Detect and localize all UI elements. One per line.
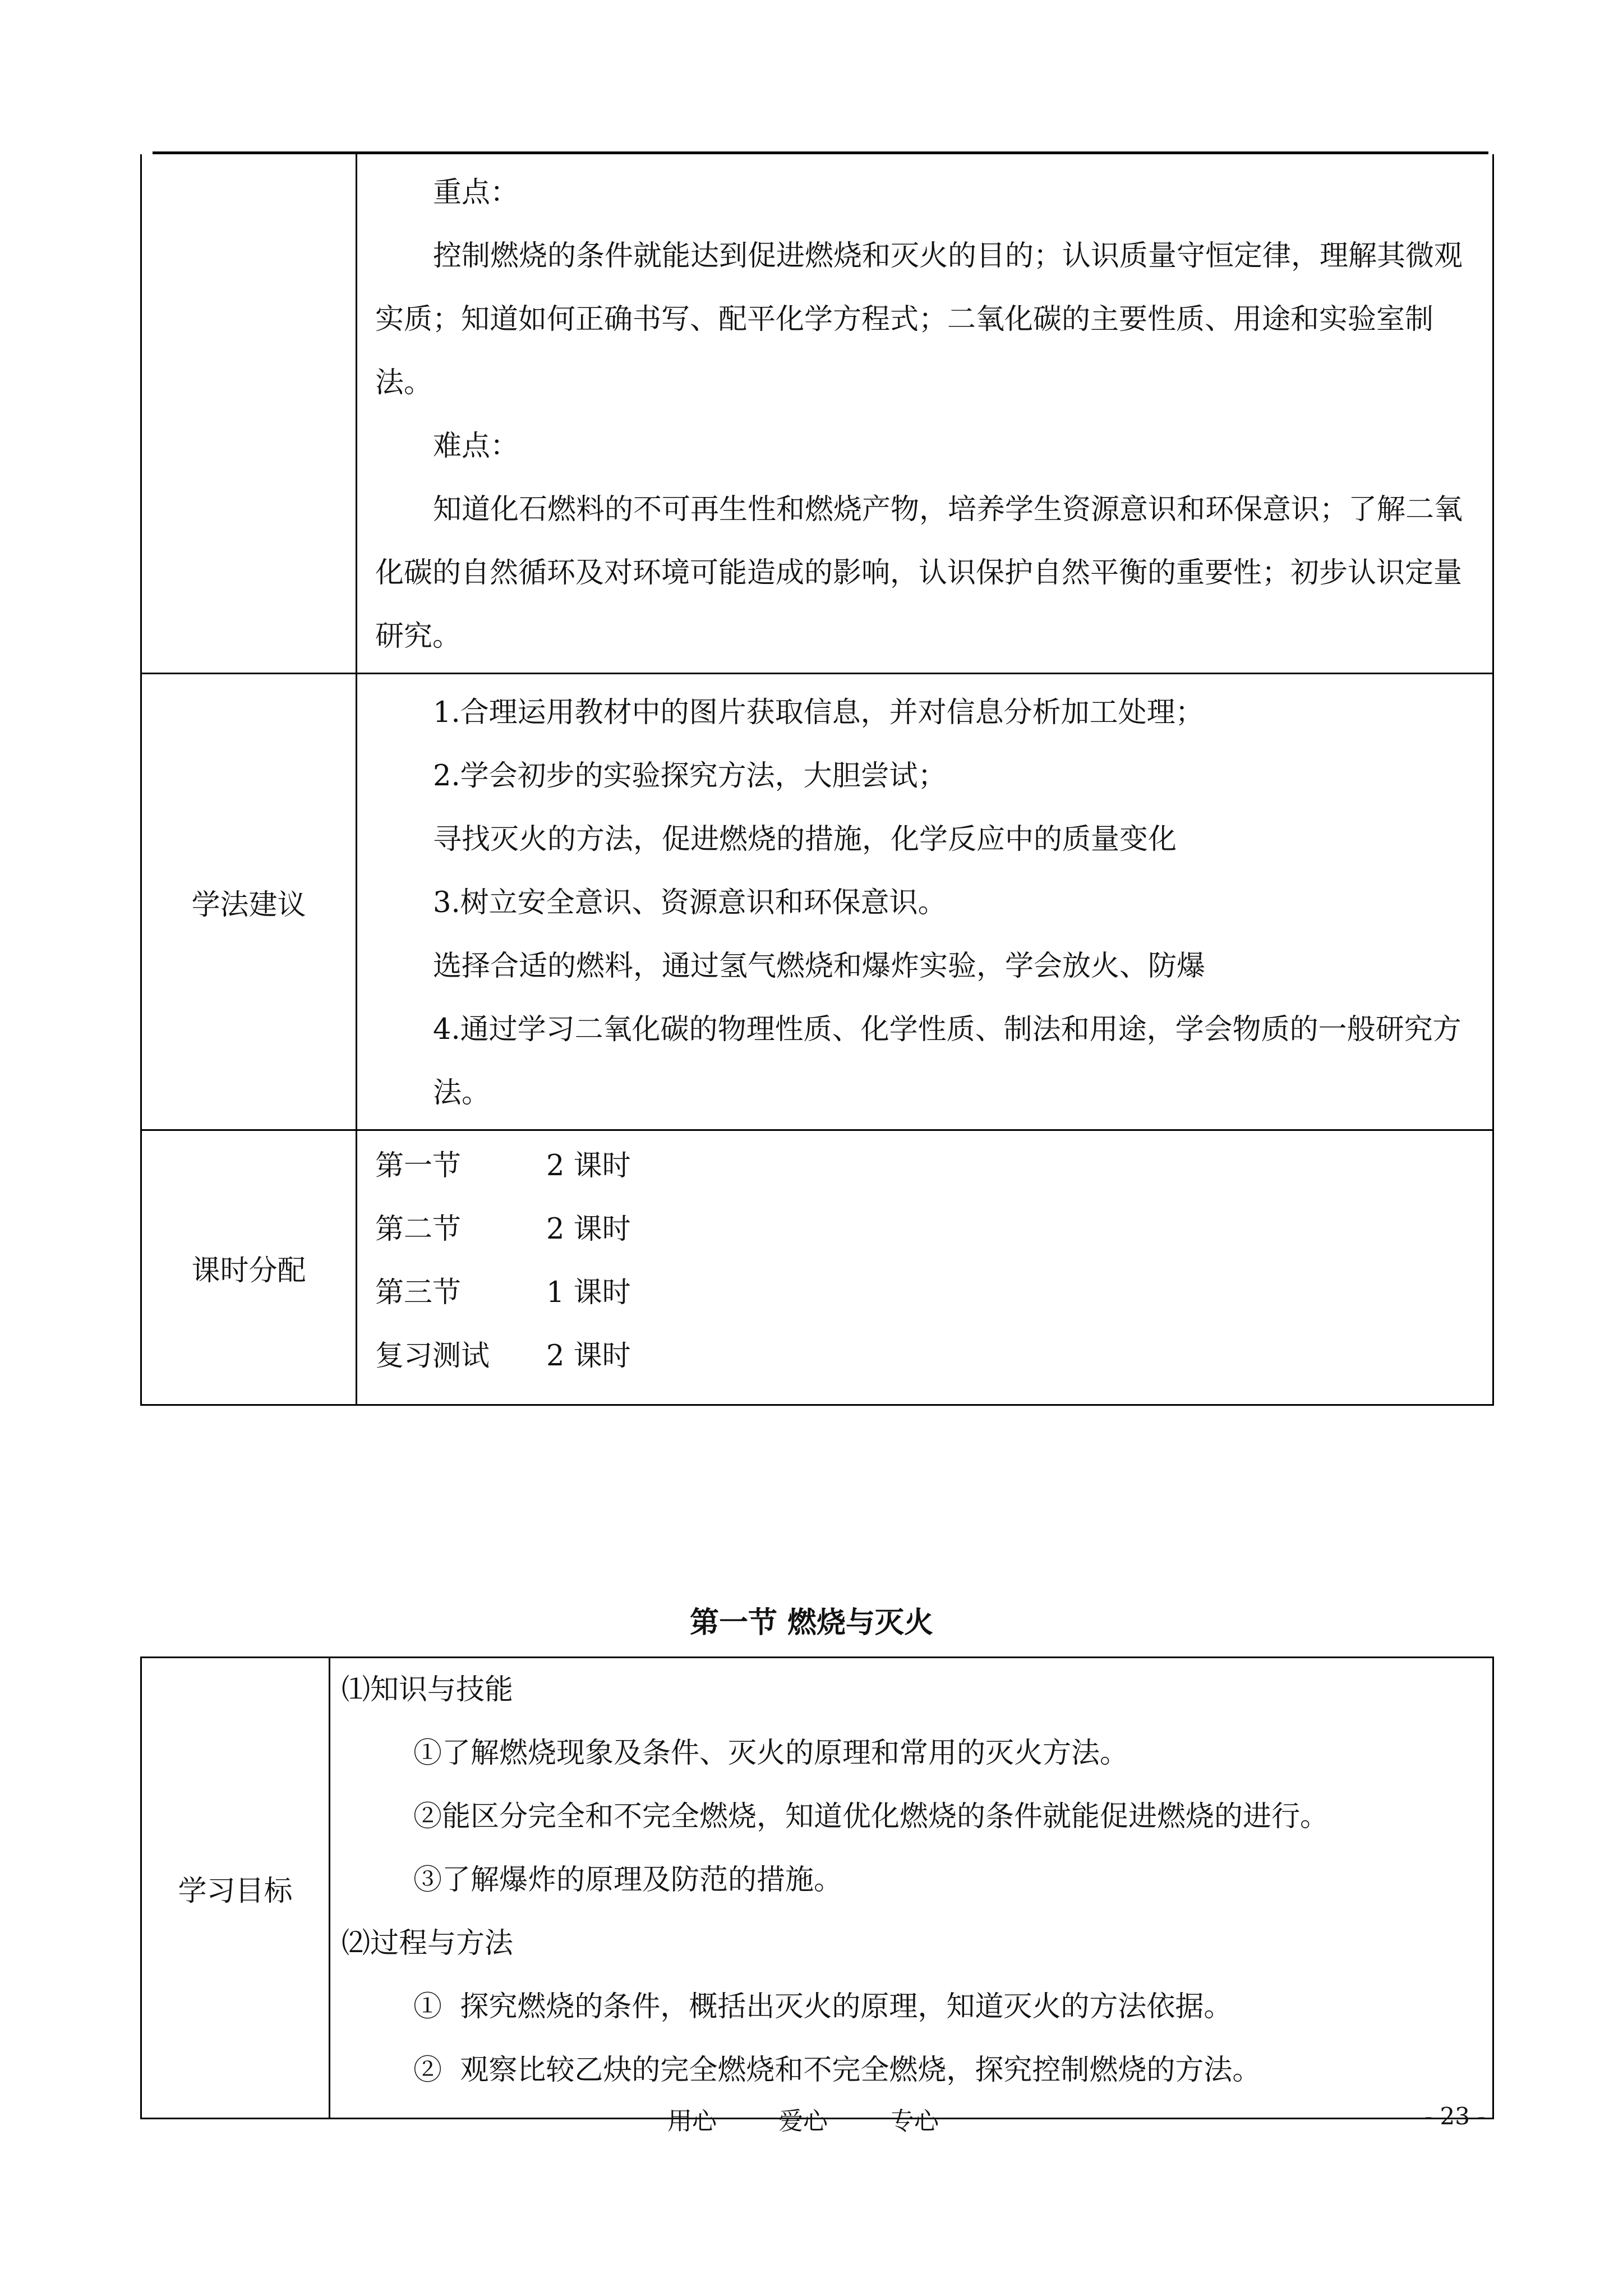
goal-item: ②能区分完全和不完全燃烧，知道优化燃烧的条件就能促进燃烧的进行。 <box>413 1800 1329 1833</box>
table-row <box>141 1658 1493 2119</box>
list-item: 选择合适的燃料，通过氢气燃烧和爆炸实验，学会放火、防爆 <box>433 950 1206 983</box>
difficulties-text: 化碳的自然循环及对环境可能造成的影响，认识保护自然平衡的重要性；初步认识定量 <box>375 556 1463 590</box>
list-item: 4.通过学习二氧化碳的物理性质、化学性质、制法和用途，学会物质的一般研究方 <box>433 1013 1461 1046</box>
footer-word: 用心 <box>667 2107 717 2136</box>
course-plan-table <box>140 154 1494 1406</box>
schedule-item: 第二节 2 课时 <box>375 1213 631 1246</box>
difficulties-heading: 难点： <box>433 430 519 463</box>
list-item: 1.合理运用教材中的图片获取信息，并对信息分析加工处理； <box>433 696 1204 729</box>
table-row <box>141 1130 1493 1405</box>
goal-item: ① 探究燃烧的条件，概括出灭火的原理，知道灭火的方法依据。 <box>413 1990 1233 2023</box>
goal-item: ③了解爆炸的原理及防范的措施。 <box>413 1864 843 1897</box>
key-points-heading: 重点： <box>433 176 519 209</box>
row-label-study-method: 学法建议 <box>141 674 357 1130</box>
schedule-item: 第一节 2 课时 <box>375 1149 631 1182</box>
goal-item: ①了解燃烧现象及条件、灭火的原理和常用的灭火方法。 <box>413 1737 1129 1770</box>
table-row <box>141 674 1493 1130</box>
goal-heading: ⑴知识与技能 <box>342 1673 514 1706</box>
learning-goals-table <box>140 1657 1494 2119</box>
goal-item: ② 观察比较乙炔的完全燃烧和不完全燃烧，探究控制燃烧的方法。 <box>413 2054 1261 2087</box>
key-points-text: 实质；知道如何正确书写、配平化学方程式；二氧化碳的主要性质、用途和实验室制法。 <box>375 303 1434 399</box>
list-item: 2.学会初步的实验探究方法，大胆尝试； <box>433 760 947 793</box>
list-item: 3.树立安全意识、资源意识和环保意识。 <box>433 886 947 919</box>
footer-motto <box>667 2101 1000 2137</box>
key-points-text: 控制燃烧的条件就能达到促进燃烧和灭火的目的；认识质量守恒定律，理解其微观 <box>433 240 1463 273</box>
goal-heading: ⑵过程与方法 <box>342 1927 514 1960</box>
list-item: 法。 <box>433 1076 491 1110</box>
schedule-item: 复习测试 2 课时 <box>375 1340 631 1373</box>
difficulties-text: 知道化石燃料的不可再生性和燃烧产物，培养学生资源意识和环保意识；了解二氧 <box>433 493 1463 526</box>
section-title: 第一节 燃烧与灭火 <box>689 1606 934 1640</box>
row-label <box>141 154 357 674</box>
difficulties-text: 研究。 <box>375 620 462 653</box>
schedule-item: 第三节 1 课时 <box>375 1276 631 1309</box>
footer-word: 专心 <box>889 2107 939 2136</box>
footer-word: 爱心 <box>778 2107 828 2136</box>
page-number: - 23 - <box>1424 2102 1486 2130</box>
list-item: 寻找灭火的方法，促进燃烧的措施，化学反应中的质量变化 <box>433 823 1177 856</box>
row-label-schedule: 课时分配 <box>141 1130 357 1405</box>
row-label-learning-goals: 学习目标 <box>141 1658 330 2119</box>
table-row <box>141 154 1493 674</box>
